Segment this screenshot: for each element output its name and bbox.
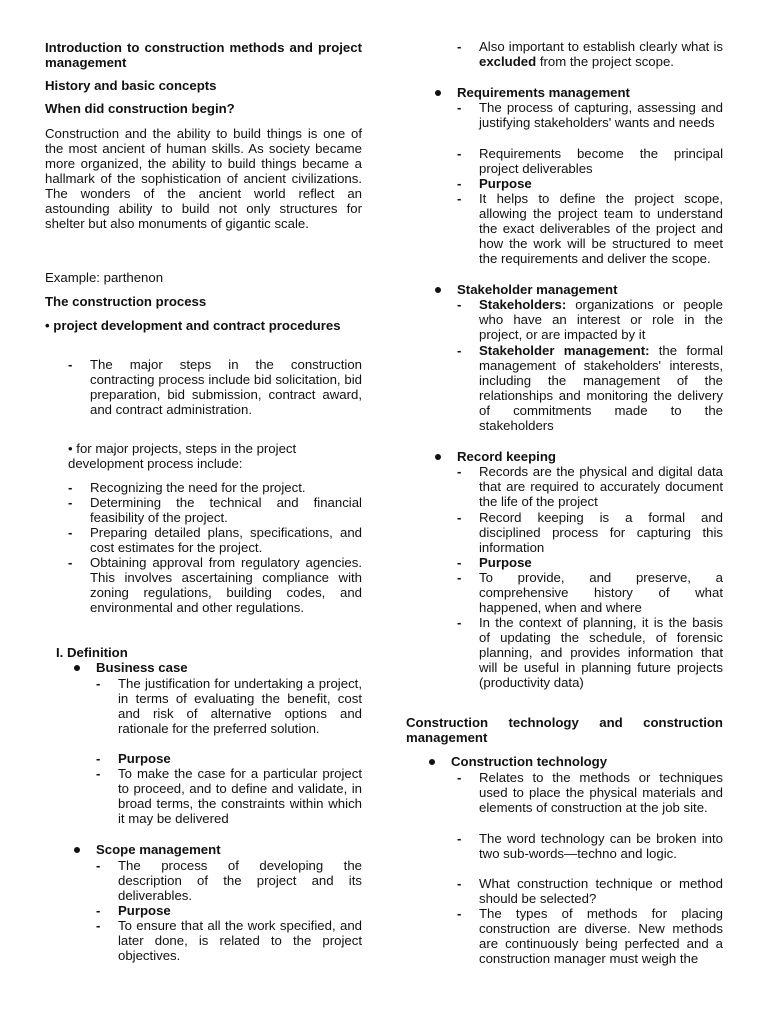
ct-heading: Construction technology and construction management xyxy=(406,715,723,745)
list-item: - Purpose xyxy=(457,176,532,191)
list-item: - Preparing detailed plans, specifications, and cost estimates for the project. xyxy=(68,525,362,555)
definition-heading: I. Definition xyxy=(56,645,128,660)
requirements-heading: Requirements management xyxy=(457,85,630,100)
list-item: - The process of capturing, assessing and justifying stakeholders' wants and needs xyxy=(457,100,723,130)
list-item: - Purpose xyxy=(457,555,532,570)
history-heading: History and basic concepts xyxy=(45,78,217,93)
list-item: - Relates to the methods or techniques used to place the physical materials and elements of construction at the job site. xyxy=(457,770,723,815)
list-item: - Purpose xyxy=(96,903,171,918)
list-item: - The justification for undertaking a project, in terms of evaluating the benefit, cost and risk of alternative options and rationale for the preferred solution. xyxy=(96,676,362,736)
list-item: - Purpose xyxy=(96,751,171,766)
bullet-icon xyxy=(74,665,80,671)
list-item: - Stakeholder management: the formal management of stakeholders' interests, including the management of the relationships and monitoring the delivery of commitments made to the stakeholders xyxy=(457,343,723,433)
bullet-icon xyxy=(435,90,441,96)
list-item: - The major steps in the construction contracting process include bid solicitation, bid preparation, bid submission, contract award, and contract administration. xyxy=(68,357,362,417)
bullet-icon xyxy=(435,287,441,293)
example-line: Example: parthenon xyxy=(45,270,164,285)
pd-heading: • project development and contract procedures xyxy=(45,318,341,333)
list-item: - Obtaining approval from regulatory agencies. This involves ascertaining compliance with zoning regulations, building codes, and environmental and other regulations. xyxy=(68,555,362,615)
bullet-icon xyxy=(435,454,441,460)
list-item: - Stakeholders: organizations or people who have an interest or role in the project, or are impacted by it xyxy=(457,297,723,342)
list-item: - Recognizing the need for the project. xyxy=(68,480,306,495)
list-item: - The types of methods for placing construction are diverse. New methods are continuously being perfected and a construction manager must weigh the xyxy=(457,906,723,966)
stakeholder-heading: Stakeholder management xyxy=(457,282,618,297)
business-case-heading: Business case xyxy=(96,660,188,675)
construction-technology-heading: Construction technology xyxy=(451,754,607,769)
list-item: - Requirements become the principal project deliverables xyxy=(457,146,723,176)
list-item: - Determining the technical and financial feasibility of the project. xyxy=(68,495,362,525)
list-item: - Also important to establish clearly what is excluded from the project scope. xyxy=(457,39,723,69)
list-item: - Record keeping is a formal and disciplined process for capturing this information xyxy=(457,510,723,555)
bullet-icon xyxy=(429,759,435,765)
when-heading: When did construction begin? xyxy=(45,101,235,116)
bullet-icon xyxy=(74,847,80,853)
doc-title: Introduction to construction methods and project management xyxy=(45,40,362,70)
list-item: - To provide, and preserve, a comprehensive history of what happened, when and where xyxy=(457,570,723,615)
list-item: - To make the case for a particular project to proceed, and to define and validate, in broad terms, the constraints within which it may be delivered xyxy=(96,766,362,826)
record-keeping-heading: Record keeping xyxy=(457,449,556,464)
list-item: - The process of developing the description of the project and its deliverables. xyxy=(96,858,362,903)
list-item: - What construction technique or method should be selected? xyxy=(457,876,723,906)
intro-paragraph: Construction and the ability to build things is one of the most ancient of human skills. As society became more organized, the ability to build things became a hallmark of the sophistication of ancient civilizations. The wonders of the ancient world reflect an astounding ability to build not only structures for shelter but also monuments of gigantic scale. xyxy=(45,126,362,231)
scope-management-heading: Scope management xyxy=(96,842,221,857)
major-projects-line: • for major projects, steps in the project development process include: xyxy=(68,441,297,471)
list-item: - The word technology can be broken into two sub-words—techno and logic. xyxy=(457,831,723,861)
list-item: - To ensure that all the work specified, and later done, is related to the project objectives. xyxy=(96,918,362,963)
process-heading: The construction process xyxy=(45,294,207,309)
list-item: - In the context of planning, it is the basis of updating the schedule, of forensic planning, and provides information that will be useful in planning future projects (productivity data) xyxy=(457,615,723,690)
list-item: - It helps to define the project scope, allowing the project team to understand the exact deliverables of the project and how the work will be structured to meet the requirements and deliver the scope. xyxy=(457,191,723,266)
list-item: - Records are the physical and digital data that are required to accurately document the life of the project xyxy=(457,464,723,509)
